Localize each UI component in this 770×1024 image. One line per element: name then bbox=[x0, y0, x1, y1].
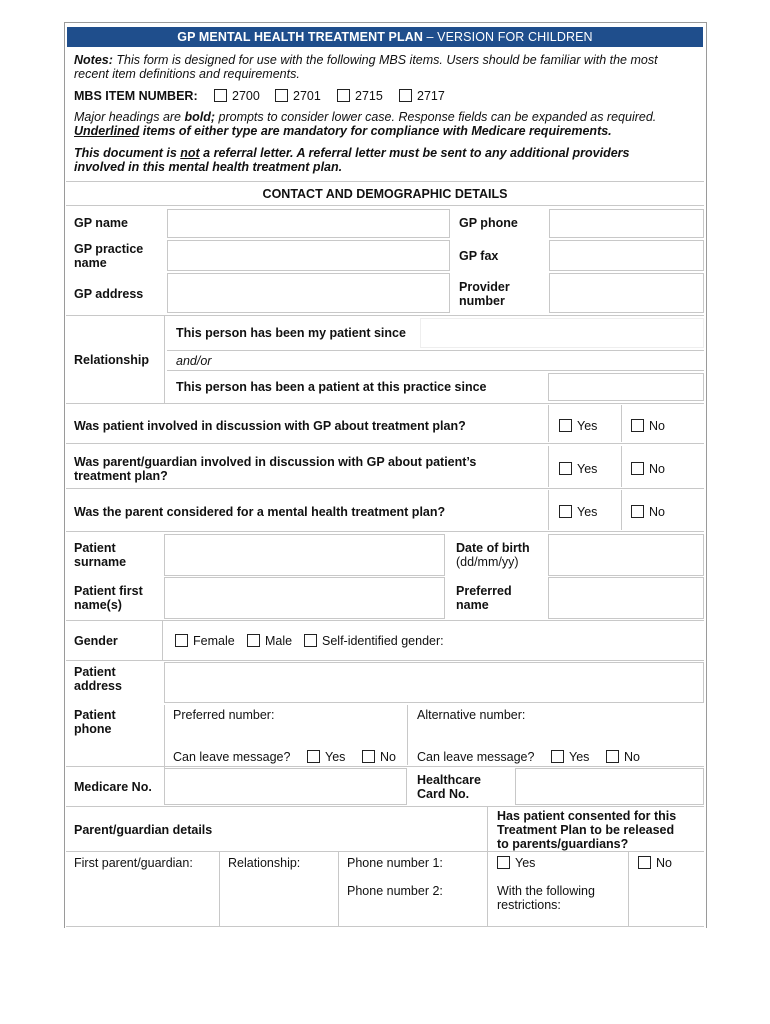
gp-fax-label: GP fax bbox=[459, 249, 499, 263]
patient-first-name-label: Patient first name(s) bbox=[74, 584, 143, 612]
gp-phone-field[interactable] bbox=[549, 209, 704, 238]
referral-note-2: involved in this mental health treatment plan. bbox=[74, 160, 343, 174]
gp-practice-label: GP practice name bbox=[74, 242, 144, 270]
patient-address-label: Patient address bbox=[74, 665, 122, 693]
question-parent-plan: Was the parent considered for a mental health treatment plan? bbox=[74, 505, 446, 519]
headings-note: Major headings are bold; prompts to consider lower case. Response fields can be expanded as required. bbox=[74, 110, 657, 124]
preferred-name-field[interactable] bbox=[548, 577, 704, 619]
dob-label: Date of birth (dd/mm/yy) bbox=[456, 541, 530, 569]
notes-text: This form is designed for use with the following MBS items. Users should be familiar with the most bbox=[112, 53, 658, 67]
consent-yes-checkbox[interactable]: Yes bbox=[497, 856, 535, 870]
q1-yes-checkbox[interactable]: Yes bbox=[559, 419, 597, 433]
mbs-label: MBS ITEM NUMBER: bbox=[74, 89, 198, 103]
question-parent-discussion: Was parent/guardian involved in discussion with GP about patient’s treatment plan? bbox=[74, 455, 477, 483]
gp-address-field[interactable] bbox=[167, 273, 450, 313]
first-parent-label: First parent/guardian: bbox=[74, 856, 193, 870]
practice-since-label: This person has been a patient at this practice since bbox=[176, 380, 487, 394]
patient-address-field[interactable] bbox=[164, 662, 704, 703]
referral-note: This document is not a referral letter. A referral letter must be sent to any additional providers bbox=[74, 146, 630, 160]
mandatory-note: Underlined items of either type are mandatory for compliance with Medicare requirements. bbox=[74, 124, 612, 138]
dob-field[interactable] bbox=[548, 534, 704, 576]
gp-address-label: GP address bbox=[74, 287, 144, 301]
healthcare-card-label: Healthcare Card No. bbox=[417, 773, 481, 801]
q3-no-checkbox[interactable]: No bbox=[631, 505, 665, 519]
q2-yes-checkbox[interactable]: Yes bbox=[559, 462, 597, 476]
patient-first-name-field[interactable] bbox=[164, 577, 445, 619]
relationship-label: Relationship bbox=[74, 353, 150, 367]
preferred-number-label: Preferred number: bbox=[173, 708, 275, 722]
gender-label: Gender bbox=[74, 634, 118, 648]
mbs-2701-checkbox[interactable]: 2701 bbox=[275, 89, 321, 103]
alternative-number-label: Alternative number: bbox=[417, 708, 526, 722]
notes-line-2: recent item definitions and requirements. bbox=[74, 67, 300, 81]
mbs-item-row bbox=[74, 89, 198, 103]
medicare-label: Medicare No. bbox=[74, 780, 152, 794]
notes-line-1 bbox=[74, 53, 694, 67]
patient-since-field[interactable] bbox=[420, 318, 704, 348]
gender-male-checkbox[interactable]: Male bbox=[247, 634, 292, 648]
form-title: GP MENTAL HEALTH TREATMENT PLAN bbox=[177, 30, 423, 44]
provider-number-field[interactable] bbox=[549, 273, 704, 313]
consent-question: Has patient consented for this Treatment Plan to be released to parents/guardians? bbox=[497, 809, 677, 851]
patient-surname-field[interactable] bbox=[164, 534, 445, 576]
pref-leave-message: Can leave message? bbox=[173, 750, 291, 764]
gp-phone-label: GP phone bbox=[459, 216, 518, 230]
notes-label: Notes: bbox=[74, 53, 113, 67]
consent-no-checkbox[interactable]: No bbox=[638, 856, 672, 870]
provider-number-label: Provider number bbox=[459, 280, 510, 308]
q1-no-checkbox[interactable]: No bbox=[631, 419, 665, 433]
q3-yes-checkbox[interactable]: Yes bbox=[559, 505, 597, 519]
gp-fax-field[interactable] bbox=[549, 240, 704, 271]
pref-leave-message-no[interactable]: No bbox=[362, 750, 396, 764]
restrictions-label: With the following restrictions: bbox=[497, 884, 595, 912]
practice-since-field[interactable] bbox=[548, 373, 704, 401]
mbs-2715-checkbox[interactable]: 2715 bbox=[337, 89, 383, 103]
section-heading-contact: CONTACT AND DEMOGRAPHIC DETAILS bbox=[262, 187, 508, 201]
q2-no-checkbox[interactable]: No bbox=[631, 462, 665, 476]
form-subtitle: – VERSION FOR CHILDREN bbox=[422, 30, 593, 44]
alt-leave-message-no[interactable]: No bbox=[606, 750, 640, 764]
parent-details-heading: Parent/guardian details bbox=[74, 823, 213, 837]
andor-text: and/or bbox=[176, 354, 212, 368]
phone-number-2-label: Phone number 2: bbox=[347, 884, 443, 898]
parent-relationship-label: Relationship: bbox=[228, 856, 301, 870]
mbs-2700-checkbox[interactable]: 2700 bbox=[214, 89, 260, 103]
preferred-name-label: Preferred name bbox=[456, 584, 512, 612]
question-patient-discussion: Was patient involved in discussion with GP about treatment plan? bbox=[74, 419, 466, 433]
medicare-field[interactable] bbox=[164, 768, 407, 805]
patient-since-label: This person has been my patient since bbox=[176, 326, 406, 340]
gp-name-field[interactable] bbox=[167, 209, 450, 238]
alt-leave-message: Can leave message? bbox=[417, 750, 535, 764]
healthcare-card-field[interactable] bbox=[515, 768, 704, 805]
alt-leave-message-yes[interactable]: Yes bbox=[551, 750, 589, 764]
form-title-bar bbox=[67, 27, 703, 47]
patient-surname-label: Patient surname bbox=[74, 541, 127, 569]
gender-self-identified-checkbox[interactable]: Self-identified gender: bbox=[304, 634, 444, 648]
phone-number-1-label: Phone number 1: bbox=[347, 856, 443, 870]
gender-female-checkbox[interactable]: Female bbox=[175, 634, 235, 648]
mbs-2717-checkbox[interactable]: 2717 bbox=[399, 89, 445, 103]
gp-practice-field[interactable] bbox=[167, 240, 450, 271]
pref-leave-message-yes[interactable]: Yes bbox=[307, 750, 345, 764]
gp-name-label: GP name bbox=[74, 216, 128, 230]
patient-phone-label: Patient phone bbox=[74, 708, 116, 736]
